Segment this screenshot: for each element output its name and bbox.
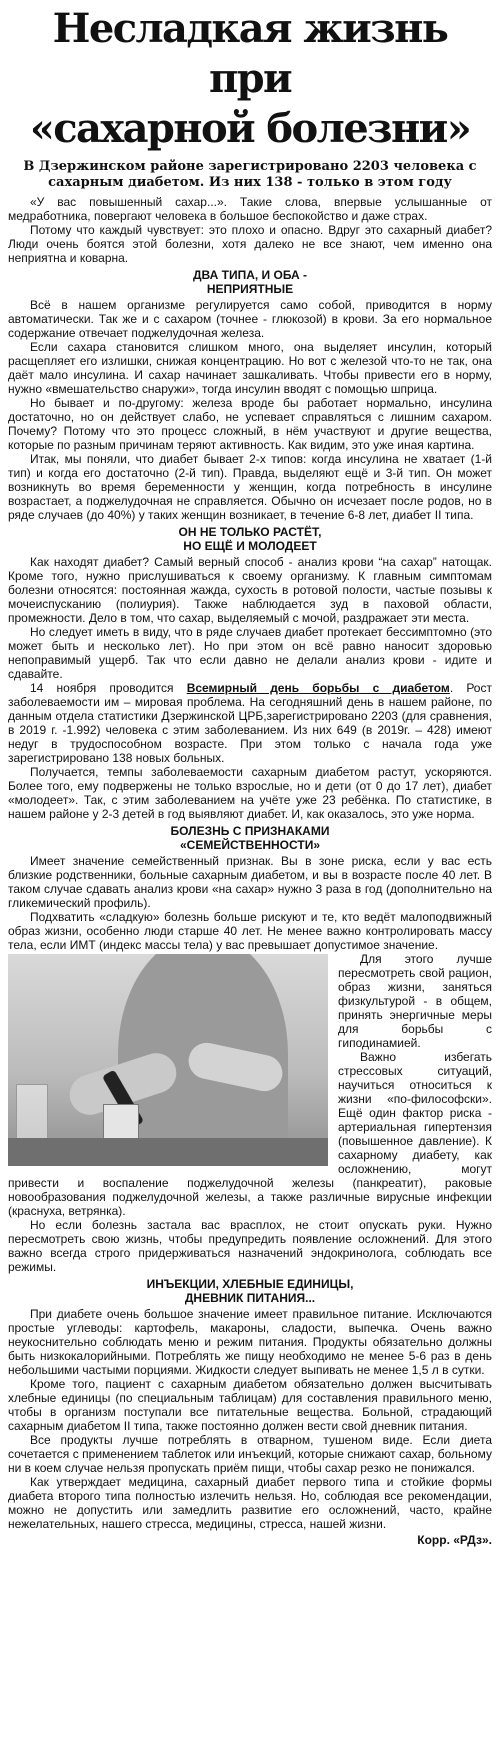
section-title <box>8 824 492 852</box>
section-title-line: ИНЪЕКЦИИ, ХЛЕБНЫЕ ЕДИНИЦЫ, <box>146 1277 354 1291</box>
paragraph: Получается, темпы заболеваемости сахарным диабетом растут, ускоряются. Более того, ему подвержены не только взрослые, но и дети (от 0 до 17 лет), диабет «молодеет». Так, с этим заболеванием на учёте уже 23 ребёнка. По статистике, в нашем районе у 2-3 детей в год выявляют диабет. И, как оказалось, это уже норма. <box>8 765 492 821</box>
photo-table <box>8 1138 328 1166</box>
section-title-line: ДНЕВНИК ПИТАНИЯ... <box>184 1291 316 1305</box>
paragraph: Итак, мы поняли, что диабет бывает 2-х типов: когда инсулина не хватает (1-й тип) и когда его достаточно (2-й тип). Правда, выделяют ещё и 3-й тип. Он может возникнуть во время беременности у женщин, когда потребность в инсулине возрастает, а поджелудочная не справляется. Обычно он исчезает после родов, но в ряде случаев (до 40%) у таких женщин возникает, в течение 6-8 лет, диабет II типа. <box>8 452 492 522</box>
paragraph: Если сахара становится слишком много, она выделяет инсулин, который расщепляет его излишки, снижая концентрацию. Но вот с железой что-то не так, она даёт мало инсулина. И сахар начинает зашкаливать. Чтобы привести его в норму, нужно «вмешательство снаружи», тогда инсулин вводят с помощью шприца. <box>8 340 492 396</box>
paragraph-text: 14 ноября проводится <box>30 681 187 695</box>
paragraph: Подхватить «сладкую» болезнь больше рискуют и те, кто ведёт малоподвижный образ жизни, особенно люди старше 40 лет. Не менее важно контролировать массу тела, если ИМТ (индекс массы тела) у вас превышает допустимое значение. <box>8 910 492 952</box>
paragraph: Имеет значение семейственный признак. Вы в зоне риска, если у вас есть близкие родственники, больные сахарным диабетом, и вы в возрасте после 40 лет. В таком случае сдавать анализ крови «на сахар» нужно 3 раза в год (дополнительно на гликемический профиль). <box>8 854 492 910</box>
paragraph: Как утверждает медицина, сахарный диабет первого типа и стойкие формы диабета второго типа полностью излечить нельзя. Но, соблюдая все рекомендации, можно не допустить или замедлить развитие его осложнений, часто, крайне нежелательных, нашего стресса, медицины, стресса, нашей жизни. <box>8 1475 492 1531</box>
author-signature: Корр. «РДз». <box>417 1533 492 1547</box>
paragraph <box>8 681 492 765</box>
headline-line-1: Несладкая жизнь при <box>52 5 448 102</box>
photo-glucose-test <box>8 954 328 1166</box>
paragraph: Как находят диабет? Самый верный способ - анализ крови “на сахар” натощак. Кроме того, нужно прислушиваться к своему организму. К главным симптомам болезни относятся: постоянная жажда, сухость в ротовой полости, частые позывы к мочеиспусканию (полиурия). Также наблюдается зуд в паховой области, промежности. Дело в том, что сахар, выделяемый с мочой, раздражает эти места. <box>8 555 492 625</box>
section-title-line: ОН НЕ ТОЛЬКО РАСТЁТ, <box>178 525 322 539</box>
section-title-line: НО ЕЩЁ И МОЛОДЕЕТ <box>183 539 317 553</box>
intro-paragraph: Потому что каждый чувствует: это плохо и опасно. Вдруг это сахарный диабет? Люди очень боятся этой болезни, хотя далеко не все знают, чем именно она неприятна и коварна. <box>8 223 492 265</box>
section-title-line: НЕПРИЯТНЫЕ <box>206 282 294 296</box>
article-body <box>8 195 492 1531</box>
lead-paragraph: В Дзержинском районе зарегистрировано 2203 человека с сахарным диабетом. Из них 138 - только в этом году <box>23 159 477 190</box>
headline <box>8 4 492 154</box>
section-title-line: ДВА ТИПА, И ОБА - <box>193 268 307 282</box>
headline-line-2: «сахарной болезни» <box>29 105 471 152</box>
paragraph: Но если болезнь застала вас врасплох, не стоит опускать руки. Нужно пересмотреть свою жизнь, чтобы предупредить появление осложнений. Для этого важно всегда строго придерживаться назначений эндокринолога, соблюдать все режимы. <box>8 1218 492 1274</box>
paragraph: При диабете очень большое значение имеет правильное питание. Исключаются простые углеводы: картофель, макароны, сладости, выпечка. Очень важно неукоснительно соблюдать меню и режим питания. Продукты обязательно должны быть низкокалорийными. Потреблять же пищу необходимо не менее 5-6 раз в день небольшими частыми порциями. Жидкости следует выпивать не менее 1,5 л в сутки. <box>8 1307 492 1377</box>
paragraph-text: . Рост заболеваемости им – мировая проблема. На сегодняшний день в нашем районе, по данным отдела статистики Дзержинской ЦРБ,зарегистрировано 2203 (для сравнения, в 2019 г. -1.992) человека с этим заболеванием. Из них 649 (в 2019г. – 428) имеют недуг в трудоспособном возрасте. При этом только с начала года уже зарегистрировано 138 новых больных. <box>8 681 492 765</box>
intro-paragraph: «У вас повышенный сахар...». Такие слова, впервые услышанные от медработника, повергают человека в большое беспокойство и даже страх. <box>8 195 492 223</box>
section-title <box>8 1277 492 1305</box>
world-diabetes-day: Всемирный день борьбы с диабетом <box>186 681 450 695</box>
section-title-line: БОЛЕЗНЬ С ПРИЗНАКАМИ <box>170 824 330 838</box>
paragraph: Кроме того, пациент с сахарным диабетом обязательно должен высчитывать хлебные единицы (по специальным таблицам) для составления правильного меню, чтобы в организм поступали все питательные вещества. Больной, страдающий сахарным диабетом II типа, также постоянно должен вести свой дневник питания. <box>8 1377 492 1433</box>
section-title <box>8 525 492 553</box>
paragraph: Для этого лучше пересмотреть свой рацион, образ жизни, заняться физкультурой - в общем, принять энергичные меры для борьбы с гиподинамией. <box>338 952 492 1050</box>
section-title <box>8 268 492 296</box>
paragraph: Все продукты лучше потреблять в отварном, тушеном виде. Если диета сочетается с применением таблеток или инъекций, которые снижают сахар, больному ни в коем случае нельзя пропускать приём пищи, чтобы сахар резко не понижался. <box>8 1433 492 1475</box>
section-title-line: «СЕМЕЙСТВЕННОСТИ» <box>180 838 320 852</box>
paragraph: Важно избегать стрессовых ситуаций, научиться относиться к жизни «по-философски». Ещё один фактор риска - артериальная гипертензия (повышенное давление). К сахарному диабету, как осложнению, могут привести и воспаление поджелудочной железы (панкреатит), раковые новообразования поджелудочной железы, а также различные вирусные инфекции (краснуха, ветрянка). <box>8 1050 492 1218</box>
paragraph: Всё в нашем организме регулируется само собой, приводится в норму автоматически. Так же и с сахаром (точнее - глюкозой) в крови. За его нормальное содержание отвечает поджелудочная железа. <box>8 298 492 340</box>
paragraph: Но бывает и по-другому: железа вроде бы работает нормально, инсулина достаточно, но он действует слабо, не успевает справляться с лишним сахаром. Почему? Потому что это процесс сложный, в нём участвуют и другие вещества, которые по разным причинам теряют активность. Как видим, это уже иная картина. <box>8 396 492 452</box>
paragraph: Но следует иметь в виду, что в ряде случаев диабет протекает бессимптомно (это может быть и несколько лет). Но при этом он всё равно наносит здоровью непоправимый ущерб. Так что если давно не делали анализ крови - идите и сдавайте. <box>8 625 492 681</box>
